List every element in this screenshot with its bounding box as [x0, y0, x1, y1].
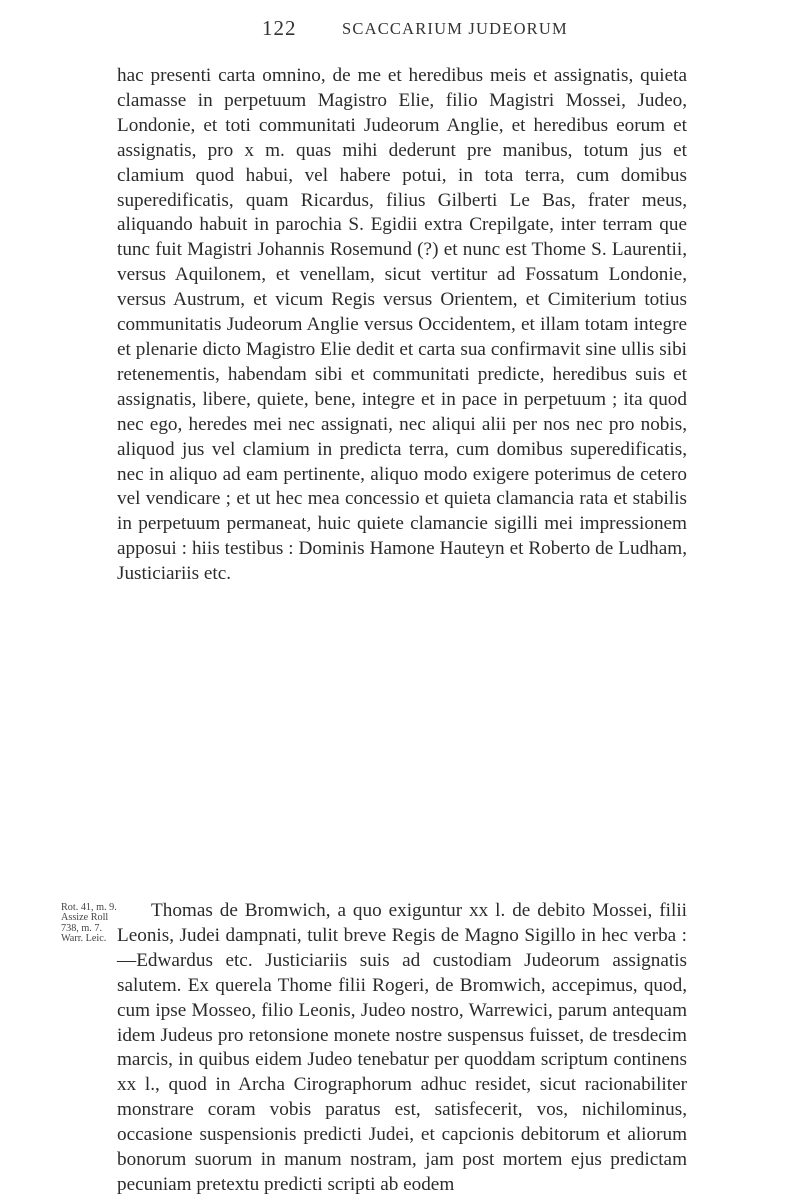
paragraph-charter-text: hac presenti carta omnino, de me et heredibus meis et assignatis, quieta clamasse in perpetuum Magistro Elie, filio Magistri Mossei, Judeo, Londonie, et toti communitati Judeorum Anglie, et heredibus eorum et assignatis, pro x m. quas mihi dederunt pre manibus, totum jus et clamium quod habui, vel habere potui, in tota terra, cum domibus superedificatis, quam Ricardus, filius Gilberti Le Bas, frater meus, aliquando habuit in parochia S. Egidii extra Crepilgate, inter terram que tunc fuit Magistri Johannis Rosemund (?) et nunc est Thome S. Laurentii, versus Aquilonem, et venellam, sicut vertitur ad Fossatum Londonie, versus Austrum, et vicum Regis versus Orientem, et Cimiterium totius communitatis Judeorum Anglie versus Occidentem, et illam totam integre et plenarie dicto Magistro Elie dedit et carta sua confirmavit sine ullis sibi retenementis, habendam sibi et communitati predicte, heredibus suis et assignatis, libere, quiete, bene, integre et in pace in perpetuum ; ita quod nec ego, heredes mei nec assignati, nec aliqui alii per nos nec pro nobis, aliquod jus vel clamium in predicta terra, cum domibus superedificatis, nec in aliquo ad eam pertinente, aliquo modo exigere poterimus de cetero vel vendicare ; et ut hec mea concessio et quieta clamancia rata et stabilis in perpetuum permaneat, huic quiete clamancie sigilli mei impressionem apposui : hiis testibus : Dominis Hamone Hauteyn et Roberto de Ludham, Justiciariis etc. [117, 65, 687, 585]
page-number: 122 [262, 16, 297, 40]
margin-note-line: Warr. Leic. [61, 933, 107, 945]
paragraph-bromwich-writ: Thomas de Bromwich, a quo exiguntur xx l. de debito Mossei, filii Leonis, Judei dampnati, tulit breve Regis de Magno Sigillo in hec verba :—Edwardus etc. Justiciariis suis ad custodiam Judeorum assignatis salutem. Ex querela Thome filii Rogeri, de Bromwich, accepimus, quod, cum ipse Mosseo, filio Leonis, Judeo nostro, Warrewici, parum antequam idem Judeus pro retonsione monete nostre suspensus fuisset, de tresdecim marcis, in quibus eidem Judeo tenebatur per quoddam scriptum continens xx l., quod in Archa Cirographorum adhuc residet, sicut racionabiliter monstrare coram vobis paratus est, satisfecerit, vos, nichilominus, occasione suspensionis predicti Judei, et capcionis debitorum et aliorum bonorum suorum in manum nostram, jam post mortem ejus predictam pecuniam pretextu predicti scripti ab eodem [117, 900, 687, 1195]
margin-note-line: Assize Roll [61, 912, 109, 924]
running-header [262, 16, 682, 46]
margin-note-line: 738, m. 7. [61, 922, 103, 934]
margin-note-reference [61, 903, 121, 945]
running-title: SCACCARIUM JUDEORUM [342, 19, 568, 38]
margin-note-line: Rot. 41, m. 9. [61, 902, 117, 913]
